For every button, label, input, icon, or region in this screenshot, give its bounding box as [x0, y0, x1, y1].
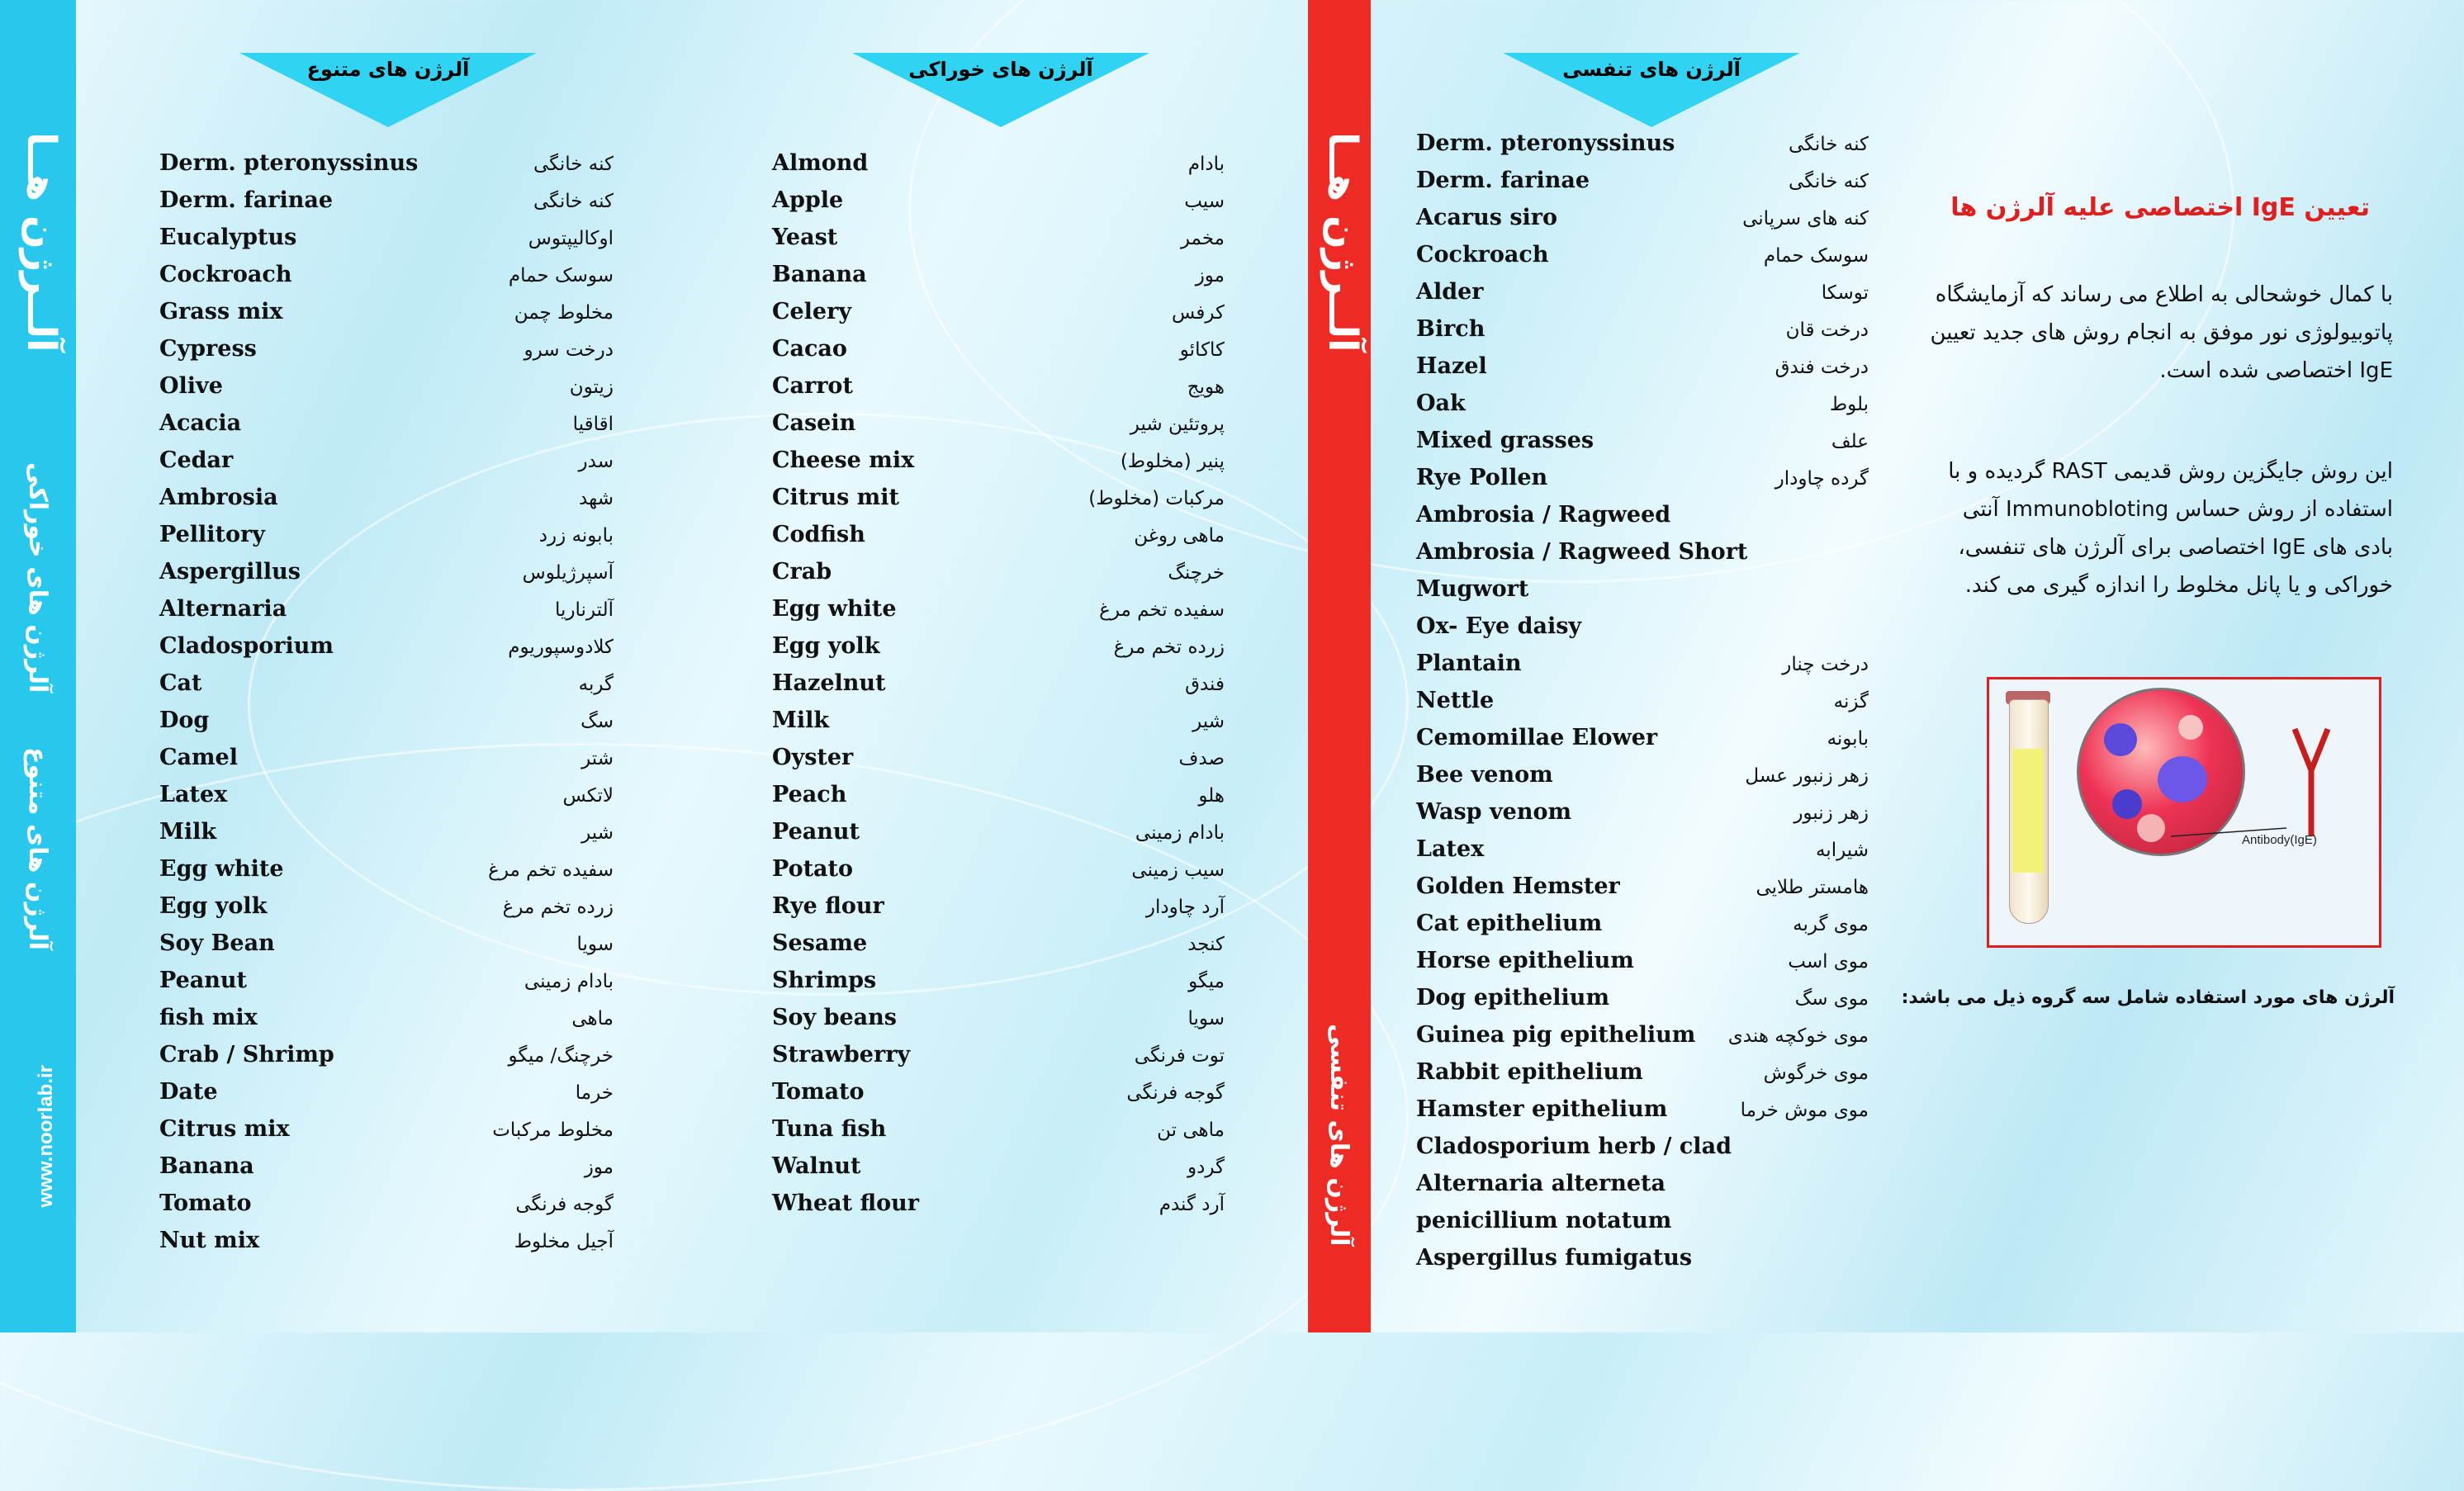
allergen-name-en: Ambrosia [159, 485, 278, 510]
allergen-name-fa: هامستر طلایی [1756, 877, 1869, 898]
list-item [772, 633, 1225, 670]
allergen-name-fa: توت فرنگی [1134, 1045, 1225, 1067]
allergen-name-en: Egg white [159, 856, 284, 882]
allergen-name-fa: شیر [581, 822, 614, 844]
list-item [1416, 613, 1869, 651]
list-item [772, 856, 1225, 893]
list-item [772, 1116, 1225, 1153]
allergen-name-en: Ox- Eye daisy [1416, 613, 1582, 639]
header-food: آلرژن های خوراکی [908, 58, 1093, 81]
allergen-name-en: Egg white [772, 596, 897, 622]
allergen-name-en: Egg yolk [772, 633, 880, 659]
allergen-name-fa: اوکالیپتوس [528, 228, 614, 249]
allergen-name-en: Egg yolk [159, 893, 268, 919]
red-band-respiratory-label: آلرژن های تنفسی [1324, 1024, 1353, 1247]
list-item [159, 1153, 614, 1190]
mixed-allergen-list [159, 150, 614, 1265]
list-item [1416, 725, 1869, 762]
list-item [772, 225, 1225, 262]
allergen-name-fa: پروتئین شیر [1130, 414, 1225, 435]
list-item [772, 1190, 1225, 1228]
allergen-name-en: Plantain [1416, 651, 1522, 676]
allergen-name-fa: ماهی روغن [1134, 525, 1225, 547]
list-item [159, 856, 614, 893]
allergen-name-fa: موز [1195, 265, 1225, 286]
list-item [1416, 428, 1869, 465]
allergen-name-en: Cedar [159, 447, 234, 473]
allergen-name-fa: هلو [1198, 785, 1225, 807]
allergen-name-fa: شیر [1192, 711, 1225, 732]
allergen-name-en: Camel [159, 745, 238, 770]
allergen-name-fa: شتر [581, 748, 614, 769]
list-item [159, 262, 614, 299]
allergen-name-en: Cat epithelium [1416, 911, 1603, 936]
allergen-name-fa: بابونه زرد [538, 525, 614, 547]
allergen-name-en: Banana [772, 262, 867, 287]
allergen-name-fa: موی خوکچه هندی [1727, 1025, 1869, 1047]
list-item [1416, 1096, 1869, 1134]
list-item [1416, 911, 1869, 948]
allergen-name-fa: شهد [579, 488, 614, 509]
list-item [159, 336, 614, 373]
list-item [159, 745, 614, 782]
allergen-name-en: Pellitory [159, 522, 265, 547]
list-item [1416, 390, 1869, 428]
allergen-name-en: Tomato [159, 1190, 252, 1216]
list-item [159, 930, 614, 968]
allergen-name-fa: کنجد [1187, 934, 1225, 955]
allergen-name-en: Cat [159, 670, 202, 696]
allergen-name-en: Peach [772, 782, 847, 807]
list-item [1416, 502, 1869, 539]
list-item [1416, 576, 1869, 613]
allergen-name-en: Rabbit epithelium [1416, 1059, 1643, 1085]
list-item [772, 893, 1225, 930]
allergen-name-fa: سفیده تخم مرغ [488, 859, 614, 881]
list-item [1416, 1059, 1869, 1096]
allergen-name-fa: سدر [578, 451, 614, 472]
allergen-name-fa: توسکا [1821, 282, 1869, 304]
list-item [772, 1005, 1225, 1042]
allergen-name-en: Guinea pig epithelium [1416, 1022, 1696, 1048]
allergen-name-fa: آسپرژیلوس [522, 562, 614, 584]
allergen-name-en: penicillium notatum [1416, 1208, 1672, 1233]
allergen-name-en: Milk [159, 819, 217, 845]
list-item [159, 1228, 614, 1265]
allergen-name-fa: موی اسب [1788, 951, 1869, 973]
list-item [1416, 242, 1869, 279]
list-item [1416, 130, 1869, 168]
allergen-name-fa: مخلوط مرکبات [492, 1119, 614, 1141]
list-item [1416, 762, 1869, 799]
tube-label [2012, 749, 2044, 873]
list-item [772, 187, 1225, 225]
allergen-name-en: Cladosporium [159, 633, 334, 659]
band-title: آلــرژن هــا [18, 132, 64, 353]
allergen-name-fa: گوجه فرنگی [515, 1194, 614, 1215]
allergen-name-en: Mixed grasses [1416, 428, 1594, 453]
allergen-name-en: Aspergillus [159, 559, 301, 585]
allergen-name-en: Tuna fish [772, 1116, 887, 1142]
allergen-name-fa: کنه خانگی [1788, 171, 1869, 192]
list-item [159, 225, 614, 262]
list-item [1416, 1245, 1869, 1282]
allergen-name-fa: زرده تخم مرغ [1113, 637, 1225, 658]
allergen-name-fa: ماهی [571, 1008, 614, 1030]
allergen-name-en: Citrus mit [772, 485, 899, 510]
allergen-name-en: Date [159, 1079, 218, 1105]
allergen-name-fa: گوجه فرنگی [1126, 1082, 1225, 1104]
allergen-name-en: Potato [772, 856, 854, 882]
list-item [159, 1079, 614, 1116]
allergen-name-en: Carrot [772, 373, 853, 399]
allergen-name-en: Tomato [772, 1079, 865, 1105]
list-item [772, 262, 1225, 299]
allergen-name-en: Ambrosia / Ragweed [1416, 502, 1671, 528]
list-item [1416, 799, 1869, 836]
allergen-name-en: Eucalyptus [159, 225, 297, 250]
allergen-name-en: Hazelnut [772, 670, 886, 696]
allergen-name-en: Cemomillae Elower [1416, 725, 1658, 750]
list-item [1416, 836, 1869, 873]
allergen-name-fa: سگ [580, 711, 614, 732]
allergen-name-en: Yeast [772, 225, 838, 250]
list-item [1416, 1134, 1869, 1171]
allergen-name-en: Cladosporium herb / clad [1416, 1134, 1732, 1159]
list-item [772, 968, 1225, 1005]
info-title: تعیین IgE اختصاصی علیه آلرژن ها [1950, 193, 2370, 222]
allergen-name-fa: بلوط [1829, 394, 1869, 415]
allergen-name-fa: کاکائو [1179, 339, 1225, 361]
allergen-name-en: Alder [1416, 279, 1484, 305]
list-item [159, 447, 614, 485]
band-food-label: آلرژن های خوراکی [23, 462, 52, 693]
allergen-name-en: Apple [772, 187, 844, 213]
allergen-name-fa: آلترناریا [555, 599, 614, 621]
list-item [1416, 948, 1869, 985]
allergen-name-fa: کرفس [1172, 302, 1225, 324]
website-link[interactable]: www.noorlab.ir [35, 1065, 57, 1208]
allergen-name-fa: ماهی تن [1157, 1119, 1225, 1141]
allergen-name-fa: بابونه [1827, 728, 1869, 750]
allergen-name-en: fish mix [159, 1005, 258, 1030]
allergen-name-fa: زهر زنبور عسل [1745, 765, 1869, 787]
list-item [772, 1079, 1225, 1116]
list-item [1416, 168, 1869, 205]
list-item [1416, 688, 1869, 725]
list-item [159, 485, 614, 522]
allergen-name-en: Celery [772, 299, 852, 324]
list-item [159, 559, 614, 596]
allergen-name-en: Dog epithelium [1416, 985, 1610, 1011]
allergen-name-en: Oyster [772, 745, 854, 770]
allergen-name-en: Crab [772, 559, 832, 585]
list-item [772, 373, 1225, 410]
red-band-title: آلــرژن هــا [1320, 132, 1366, 353]
list-item [772, 150, 1225, 187]
allergen-name-en: Cheese mix [772, 447, 915, 473]
allergen-name-en: Banana [159, 1153, 254, 1179]
allergen-name-en: Codfish [772, 522, 865, 547]
header-respiratory: آلرژن های تنفسی [1562, 58, 1741, 81]
allergen-name-fa: موز [584, 1157, 614, 1178]
list-item [772, 1153, 1225, 1190]
list-item [772, 410, 1225, 447]
list-item [159, 373, 614, 410]
allergen-name-fa: کنه خانگی [1788, 134, 1869, 155]
list-item [1416, 279, 1869, 316]
list-item [772, 930, 1225, 968]
list-item [159, 596, 614, 633]
allergen-name-fa: صدف [1178, 748, 1225, 769]
allergen-name-fa: میگو [1188, 971, 1225, 992]
list-item [159, 410, 614, 447]
food-allergen-list [772, 150, 1225, 1228]
allergen-name-fa: زرده تخم مرغ [502, 897, 614, 918]
allergen-name-fa: بادام زمینی [524, 971, 614, 992]
allergen-name-fa: بادام [1187, 154, 1225, 175]
allergen-name-en: Hamster epithelium [1416, 1096, 1668, 1122]
list-item [159, 670, 614, 708]
list-item [772, 447, 1225, 485]
groups-note: آلرژن های مورد استفاده شامل سه گروه ذیل می باشد: [1901, 987, 2395, 1008]
allergen-name-en: Walnut [772, 1153, 861, 1179]
allergen-name-en: Mugwort [1416, 576, 1529, 602]
allergen-name-en: Wheat flour [772, 1190, 919, 1216]
allergen-name-fa: شیرابه [1815, 840, 1869, 861]
list-item [159, 819, 614, 856]
list-item [1416, 1022, 1869, 1059]
allergen-name-fa: موی موش خرما [1740, 1100, 1869, 1121]
list-item [1416, 316, 1869, 353]
allergen-name-fa: آرد گندم [1159, 1194, 1225, 1215]
allergen-name-fa: سویا [1187, 1008, 1225, 1030]
allergen-name-en: Rye Pollen [1416, 465, 1548, 490]
list-item [159, 893, 614, 930]
allergen-name-fa: کنه خانگی [533, 191, 614, 212]
list-item [772, 299, 1225, 336]
allergen-name-fa: سیب زمینی [1131, 859, 1225, 881]
list-item [159, 968, 614, 1005]
allergen-name-en: Cacao [772, 336, 847, 362]
allergen-name-fa: آرد چاودار [1145, 897, 1225, 918]
allergen-name-en: Horse epithelium [1416, 948, 1634, 973]
allergen-name-en: Birch [1416, 316, 1486, 342]
allergen-name-en: Cypress [159, 336, 257, 362]
allergen-name-en: Wasp venom [1416, 799, 1572, 825]
list-item [772, 336, 1225, 373]
side-band [0, 0, 76, 1332]
allergen-name-fa: گردو [1187, 1157, 1225, 1178]
allergen-name-en: Nut mix [159, 1228, 260, 1253]
allergen-name-en: Latex [159, 782, 228, 807]
allergen-name-fa: خرما [575, 1082, 614, 1104]
list-item [1416, 1171, 1869, 1208]
allergen-name-fa: کلادوسپوریوم [508, 637, 614, 658]
allergen-name-fa: مخمر [1180, 228, 1225, 249]
list-item [1416, 985, 1869, 1022]
allergen-name-fa: مخلوط چمن [514, 302, 614, 324]
allergen-name-fa: بادام زمینی [1135, 822, 1225, 844]
allergen-name-fa: سوسک حمام [1763, 245, 1869, 267]
info-paragraph-1: با کمال خوشحالی به اطلاع می رساند که آزمایشگاه پاتوبیولوژی نور موفق به انجام روش های جدید تعیین IgE اختصاصی شده است. [1930, 282, 2393, 383]
list-item [159, 1005, 614, 1042]
allergen-name-fa: درخت فندق [1775, 357, 1869, 378]
list-item [772, 819, 1225, 856]
allergen-name-fa: مرکبات (مخلوط) [1088, 488, 1225, 509]
allergen-name-en: Soy Bean [159, 930, 275, 956]
list-item [772, 745, 1225, 782]
allergen-name-en: Hazel [1416, 353, 1487, 379]
header-mixed: آلرژن های متنوع [306, 58, 470, 81]
list-item [1416, 873, 1869, 911]
allergen-name-fa: پنیر (مخلوط) [1120, 451, 1225, 472]
allergen-name-fa: خرچنگ/ میگو [508, 1045, 614, 1067]
allergen-name-en: Oak [1416, 390, 1466, 416]
allergen-name-fa: درخت قان [1785, 320, 1869, 341]
list-item [772, 522, 1225, 559]
antibody-label: Antibody(IgE) [2242, 833, 2317, 847]
list-item [159, 1190, 614, 1228]
list-item [772, 559, 1225, 596]
allergen-name-en: Cockroach [1416, 242, 1549, 267]
allergen-name-fa: هویج [1187, 376, 1225, 398]
allergen-name-en: Soy beans [772, 1005, 897, 1030]
allergen-name-en: Aspergillus fumigatus [1416, 1245, 1693, 1271]
list-item [772, 1042, 1225, 1079]
red-band [1308, 0, 1371, 1332]
allergen-name-en: Bee venom [1416, 762, 1553, 788]
allergen-name-en: Grass mix [159, 299, 283, 324]
allergen-name-en: Acarus siro [1416, 205, 1558, 230]
allergen-name-fa: سفیده تخم مرغ [1099, 599, 1225, 621]
list-item [1416, 353, 1869, 390]
allergen-name-en: Alternaria [159, 596, 287, 622]
allergen-name-fa: فندق [1185, 674, 1225, 695]
allergen-name-fa: علف [1831, 431, 1869, 452]
list-item [772, 670, 1225, 708]
allergen-name-en: Derm. farinae [159, 187, 334, 213]
list-item [1416, 465, 1869, 502]
allergen-name-en: Alternaria alterneta [1416, 1171, 1666, 1196]
allergen-name-en: Derm. farinae [1416, 168, 1590, 193]
antibody-illustration [1987, 677, 2381, 948]
allergen-name-fa: سوسک حمام [508, 265, 614, 286]
allergen-name-fa: گرده چاودار [1775, 468, 1869, 490]
allergen-name-fa: زهر زنبور [1794, 802, 1869, 824]
allergen-name-en: Olive [159, 373, 223, 399]
allergen-name-fa: گربه [578, 674, 614, 695]
list-item [1416, 539, 1869, 576]
list-item [159, 1042, 614, 1079]
allergen-name-en: Rye flour [772, 893, 884, 919]
band-mixed-label: آلرژن های متنوع [23, 747, 52, 950]
list-item [159, 782, 614, 819]
allergen-name-fa: اقاقیا [572, 414, 614, 435]
allergen-name-fa: موی گربه [1793, 914, 1869, 935]
allergen-name-en: Nettle [1416, 688, 1495, 713]
allergen-name-en: Strawberry [772, 1042, 911, 1067]
allergen-name-fa: کنه های سرپانی [1742, 208, 1869, 230]
list-item [159, 633, 614, 670]
allergen-name-fa: موی خرگوش [1763, 1063, 1869, 1084]
allergen-name-fa: سیب [1184, 191, 1225, 212]
list-item [159, 522, 614, 559]
allergen-name-en: Dog [159, 708, 210, 733]
list-item [159, 708, 614, 745]
list-item [772, 708, 1225, 745]
allergen-name-fa: سویا [576, 934, 614, 955]
allergen-name-en: Derm. pteronyssinus [159, 150, 419, 176]
list-item [159, 150, 614, 187]
allergen-name-en: Acacia [159, 410, 242, 436]
list-item [159, 299, 614, 336]
allergen-name-en: Casein [772, 410, 856, 436]
list-item [1416, 1208, 1869, 1245]
allergen-name-en: Shrimps [772, 968, 877, 993]
allergen-name-en: Sesame [772, 930, 868, 956]
allergen-name-fa: درخت سرو [524, 339, 614, 361]
allergen-name-en: Almond [772, 150, 869, 176]
allergen-name-fa: لاتکس [562, 785, 614, 807]
respiratory-allergen-list [1416, 130, 1869, 1282]
allergen-name-en: Peanut [772, 819, 860, 845]
list-item [772, 782, 1225, 819]
allergen-name-en: Citrus mix [159, 1116, 290, 1142]
allergen-name-en: Golden Hemster [1416, 873, 1620, 899]
allergen-name-fa: زیتون [569, 376, 614, 398]
list-item [159, 187, 614, 225]
allergen-name-en: Peanut [159, 968, 247, 993]
allergen-name-fa: خرچنگ [1168, 562, 1225, 584]
allergen-name-en: Crab / Shrimp [159, 1042, 334, 1067]
info-paragraph-2: این روش جایگزین روش قدیمی RAST گردیده و با استفاده از روش حساس Immunobloting آنتی بادی های IgE اختصاصی برای آلرژن های تنفسی، خوراکی و یا پانل مخلوط را اندازه گیری می کند. [1948, 459, 2393, 598]
list-item [1416, 205, 1869, 242]
list-item [772, 485, 1225, 522]
allergen-name-en: Milk [772, 708, 830, 733]
allergen-name-fa: درخت چنار [1782, 654, 1869, 675]
allergen-name-en: Ambrosia / Ragweed Short [1416, 539, 1748, 565]
list-item [159, 1116, 614, 1153]
list-item [1416, 651, 1869, 688]
allergen-name-fa: آجیل مخلوط [514, 1231, 614, 1252]
allergen-name-fa: کنه خانگی [533, 154, 614, 175]
allergen-name-fa: موی سگ [1794, 988, 1869, 1010]
allergen-name-en: Derm. pteronyssinus [1416, 130, 1675, 156]
allergen-name-en: Cockroach [159, 262, 292, 287]
allergen-name-en: Latex [1416, 836, 1485, 862]
list-item [772, 596, 1225, 633]
allergen-name-fa: گزنه [1833, 691, 1869, 712]
